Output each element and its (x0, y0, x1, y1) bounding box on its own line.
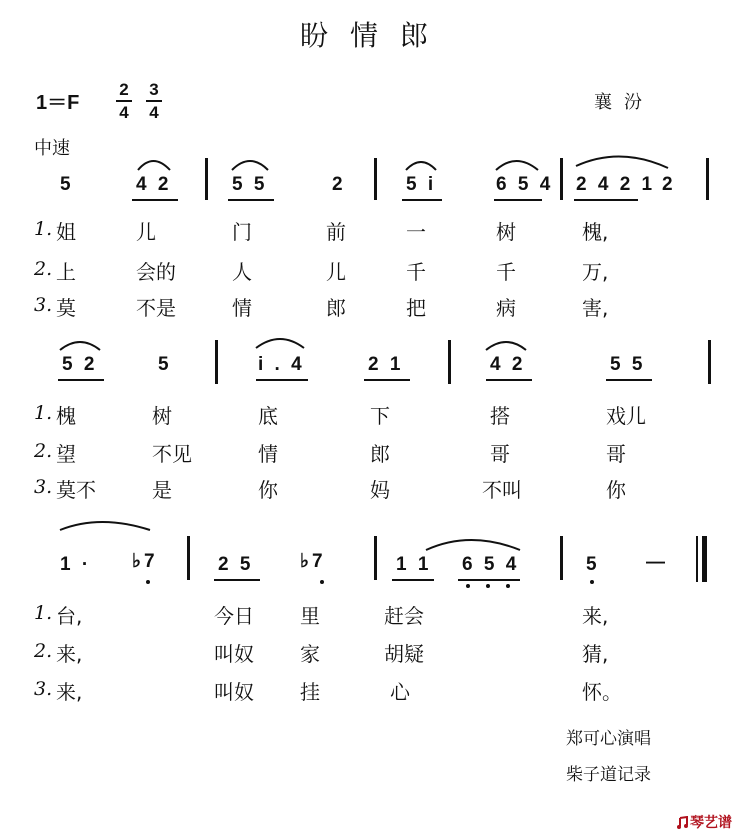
lyric: 姐 (56, 220, 76, 244)
low-octave-dot (590, 580, 594, 584)
lyric: 莫 (56, 296, 76, 320)
lyric: 怀。 (582, 680, 622, 704)
slur (138, 161, 170, 170)
lyric: 人 (232, 260, 252, 284)
note: 2 (332, 174, 346, 195)
lyric: 千 (406, 260, 426, 284)
verse-number: 1. (34, 402, 53, 424)
underline (606, 379, 652, 381)
underline (392, 579, 434, 581)
underline (494, 199, 542, 201)
lyric: 儿 (136, 220, 156, 244)
note: 2 4 2 1 (576, 174, 656, 195)
lyric: 你 (606, 478, 626, 502)
note: 4 2 (490, 354, 526, 375)
lyric: 槐, (582, 220, 609, 244)
verse-number: 1. (34, 602, 53, 624)
lyric: 郎 (326, 296, 346, 320)
music-note-icon (676, 816, 690, 830)
song-title: 盼情郎 (299, 19, 450, 52)
underline (486, 379, 532, 381)
lyric: 情 (258, 442, 278, 466)
lyric: 来, (582, 604, 609, 628)
note: 5 (158, 354, 172, 375)
underline (364, 379, 410, 381)
low-octave-dot (486, 584, 490, 588)
lyric: 一 (406, 220, 426, 244)
bar-line (187, 536, 190, 580)
lyric: 搭 (490, 404, 510, 428)
lyric: 树 (152, 404, 172, 428)
bar-line (448, 340, 451, 384)
note: 6 5 4 (496, 174, 554, 195)
underline (402, 199, 442, 201)
lyric: 不见 (152, 442, 192, 466)
lyric: 莫不 (56, 478, 96, 502)
lyric: 是 (152, 478, 172, 502)
lyric: 叫奴 (214, 680, 254, 704)
slur (232, 161, 268, 170)
bar-line (706, 158, 709, 200)
underline (58, 379, 104, 381)
lyric: 挂 (300, 680, 320, 704)
slur (496, 161, 538, 170)
bar-line (215, 340, 218, 384)
lyric: 下 (370, 404, 390, 428)
recorder-credit: 柴子道记录 (566, 765, 651, 785)
lyric: 戏儿 (606, 404, 646, 428)
note: 5 (586, 554, 600, 575)
underline (214, 579, 260, 581)
underline (256, 379, 308, 381)
lyric: 台, (56, 604, 83, 628)
lyric: 树 (496, 220, 516, 244)
note: 1 · (60, 554, 92, 575)
singer-credit: 郑可心演唱 (566, 729, 651, 749)
verse-number: 2. (34, 440, 53, 462)
lyric: 心 (390, 680, 410, 704)
lyric: 郎 (370, 442, 390, 466)
lyric: 会的 (136, 260, 176, 284)
verse-number: 3. (34, 678, 53, 700)
lyric: 万, (582, 260, 609, 284)
slur (406, 162, 436, 170)
note: 5 5 (232, 174, 268, 195)
time-signature-2-4: 2 4 (116, 80, 132, 122)
lyric: 不是 (136, 296, 176, 320)
watermark-logo (676, 812, 732, 832)
note: 1 1 (396, 554, 432, 575)
lyric: 千 (496, 260, 516, 284)
lyric: 哥 (606, 442, 626, 466)
note: i . 4 (258, 354, 305, 375)
final-bar-thin (696, 536, 698, 582)
slur (60, 342, 100, 350)
lyric: 来, (56, 642, 83, 666)
lyric: 胡疑 (384, 642, 424, 666)
verse-number: 2. (34, 640, 53, 662)
note: ♭7 (300, 551, 326, 572)
low-octave-dot (506, 584, 510, 588)
low-octave-dot (320, 580, 324, 584)
note: 5 (60, 174, 74, 195)
underline (458, 579, 520, 581)
lyric: 上 (56, 260, 76, 284)
lyric: 赶会 (384, 604, 424, 628)
low-octave-dot (146, 580, 150, 584)
lyric: 里 (300, 604, 320, 628)
note: 5 2 (62, 354, 98, 375)
verse-number: 3. (34, 476, 53, 498)
slur (486, 342, 526, 350)
slur (256, 339, 304, 348)
watermark-text: 琴艺谱 (690, 815, 732, 831)
lyric: 情 (232, 296, 252, 320)
slur (60, 522, 150, 530)
bar-line (560, 158, 563, 200)
lyric: 妈 (370, 478, 390, 502)
lyric: 门 (232, 220, 252, 244)
final-bar-thick (702, 536, 707, 582)
underline (228, 199, 274, 201)
lyric: 今日 (214, 604, 254, 628)
lyric: 猜, (582, 642, 609, 666)
note-dash: — (646, 552, 668, 573)
bar-line (205, 158, 208, 200)
lyric: 底 (258, 404, 278, 428)
lyric: 你 (258, 478, 278, 502)
bar-line (708, 340, 711, 384)
region-label: 襄汾 (594, 92, 654, 113)
lyric: 儿 (326, 260, 346, 284)
lyric: 家 (300, 642, 320, 666)
lyric: 病 (496, 296, 516, 320)
note: ♭7 (132, 551, 158, 572)
lyric: 哥 (490, 442, 510, 466)
lyric: 槐 (56, 404, 76, 428)
key-signature: 1＝F (36, 92, 80, 114)
note: 5 5 (610, 354, 646, 375)
bar-line (560, 536, 563, 580)
note: 5 i (406, 174, 437, 195)
lyric: 望 (56, 442, 76, 466)
lyric: 把 (406, 296, 426, 320)
lyric: 前 (326, 220, 346, 244)
slur (576, 156, 668, 168)
slur (426, 540, 520, 550)
note: 2 5 (218, 554, 254, 575)
lyric: 来, (56, 680, 83, 704)
note: 2 (662, 174, 676, 195)
lyric: 害, (582, 296, 609, 320)
lyric: 不叫 (482, 478, 522, 502)
note: 4 2 (136, 174, 172, 195)
verse-number: 1. (34, 218, 53, 240)
bar-line (374, 536, 377, 580)
underline (132, 199, 178, 201)
low-octave-dot (466, 584, 470, 588)
verse-number: 3. (34, 294, 53, 316)
tempo-marking: 中速 (34, 138, 70, 159)
bar-line (374, 158, 377, 200)
time-signature-3-4: 3 4 (146, 80, 162, 122)
lyric: 叫奴 (214, 642, 254, 666)
note: 6 5 4 (462, 554, 520, 575)
underline (574, 199, 638, 201)
verse-number: 2. (34, 258, 53, 280)
note: 2 1 (368, 354, 404, 375)
